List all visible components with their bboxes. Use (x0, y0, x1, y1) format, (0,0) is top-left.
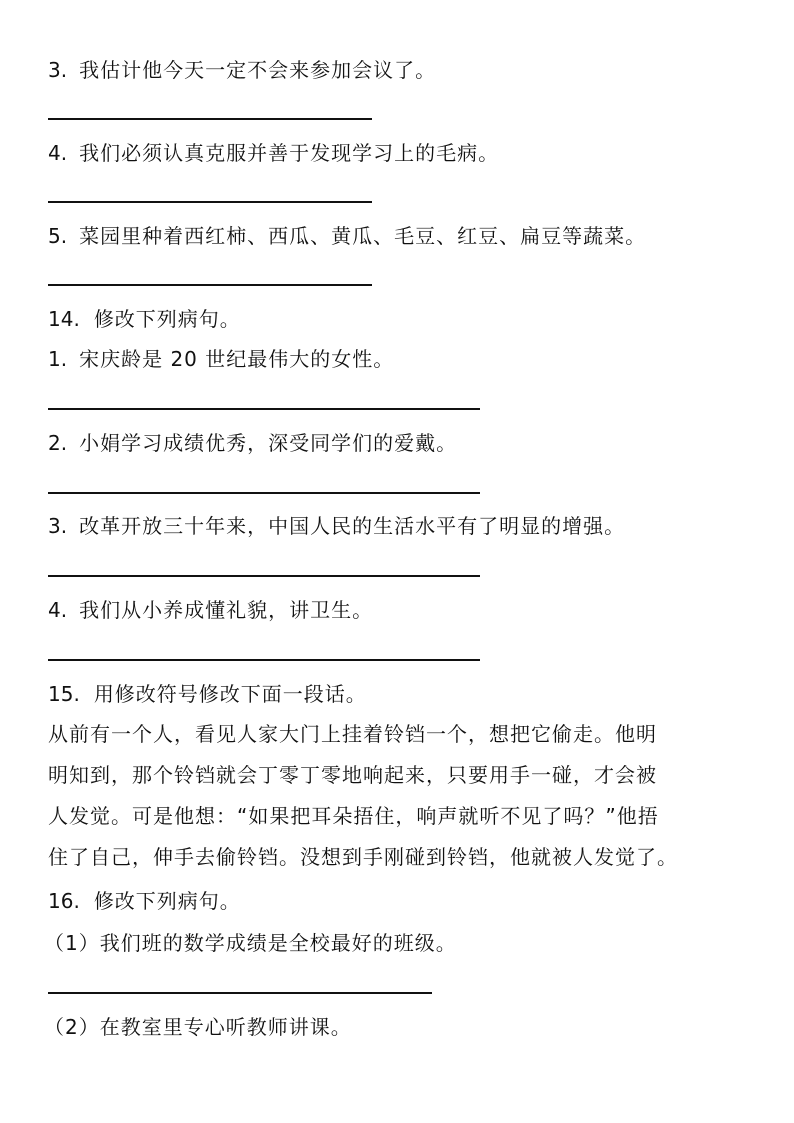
paragraph-line: 住了自己，伸手去偷铃铛。没想到手刚碰到铃铛，他就被人发觉了。 (48, 845, 678, 869)
item-text: 菜园里种着西红柿、西瓜、黄瓜、毛豆、红豆、扁豆等蔬菜。 (79, 224, 647, 248)
item-number: 4. (48, 141, 68, 165)
question-number: 14. (48, 307, 80, 331)
question-title: 修改下列病句。 (93, 889, 241, 913)
item-text: 小娟学习成绩优秀，深受同学们的爱戴。 (79, 431, 458, 455)
sentence-item (48, 56, 436, 84)
item-text: 我们班的数学成绩是全校最好的班级。 (99, 931, 457, 955)
sentence-item (48, 429, 457, 457)
item-number: 2. (48, 431, 68, 455)
sentence-item (44, 1013, 352, 1041)
item-text: 我估计他今天一定不会来参加会议了。 (79, 58, 437, 82)
item-text: 我们从小养成懂礼貌，讲卫生。 (79, 598, 374, 622)
item-number: 5. (48, 224, 68, 248)
answer-line[interactable] (48, 201, 372, 203)
sentence-item (48, 222, 646, 250)
item-text: 宋庆龄是 20 世纪最伟大的女性。 (79, 347, 395, 371)
paragraph-line: 从前有一个人，看见人家大门上挂着铃铛一个，想把它偷走。他明 (48, 722, 657, 746)
question-title: 用修改符号修改下面一段话。 (93, 682, 367, 706)
item-text: 在教室里专心听教师讲课。 (99, 1015, 352, 1039)
item-number: 3. (48, 514, 68, 538)
question-heading (48, 680, 367, 708)
answer-line[interactable] (48, 492, 480, 494)
answer-line[interactable] (48, 408, 480, 410)
sentence-item (48, 512, 625, 540)
item-text: 我们必须认真克服并善于发现学习上的毛病。 (79, 141, 500, 165)
sentence-item (48, 345, 394, 373)
sentence-item (48, 596, 373, 624)
answer-line[interactable] (48, 118, 372, 120)
question-heading (48, 887, 241, 915)
item-number: 3. (48, 58, 68, 82)
item-number: （2） (44, 1015, 100, 1039)
answer-line[interactable] (48, 992, 432, 994)
item-number: （1） (44, 931, 100, 955)
answer-line[interactable] (48, 659, 480, 661)
sentence-item (48, 139, 499, 167)
sentence-item (44, 929, 457, 957)
item-number: 1. (48, 347, 68, 371)
answer-line[interactable] (48, 575, 480, 577)
item-text: 改革开放三十年来，中国人民的生活水平有了明显的增强。 (79, 514, 626, 538)
question-number: 15. (48, 682, 80, 706)
question-title: 修改下列病句。 (93, 307, 241, 331)
paragraph-line: 明知到，那个铃铛就会丁零丁零地响起来，只要用手一碰，才会被 (48, 763, 657, 787)
answer-line[interactable] (48, 284, 372, 286)
paragraph-line: 人发觉。可是他想：“如果把耳朵捂住，响声就听不见了吗？”他捂 (48, 804, 659, 828)
story-paragraph (48, 714, 754, 878)
item-number: 4. (48, 598, 68, 622)
question-number: 16. (48, 889, 80, 913)
question-heading (48, 305, 241, 333)
